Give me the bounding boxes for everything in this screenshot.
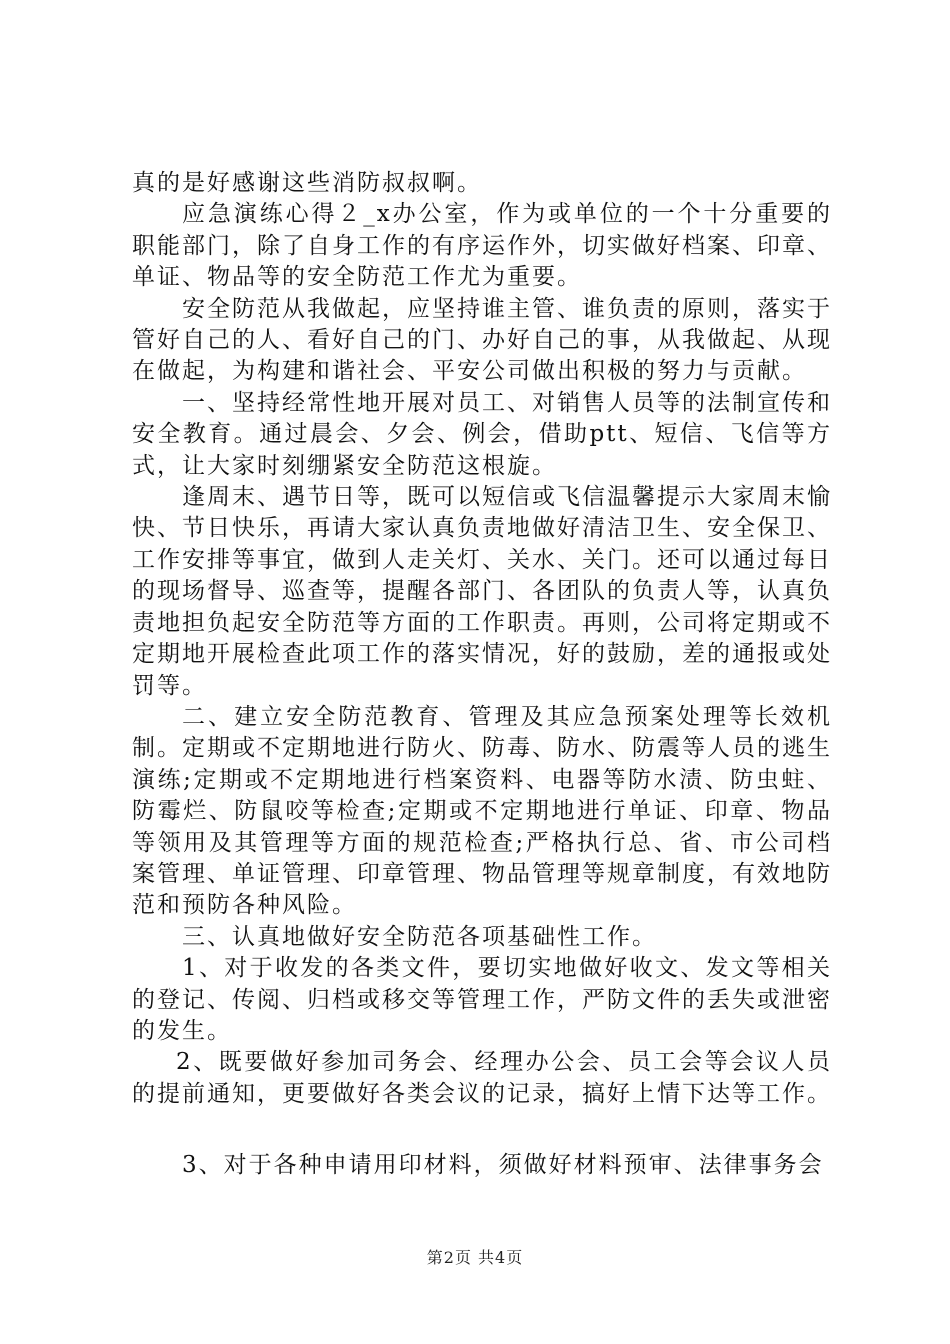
paragraph-5: 逢周末、遇节日等，既可以短信或飞信温馨提示大家周末愉快、节日快乐，再请大家认真负责地做好清洁卫生、安全保卫、工作安排等事宜，做到人走关灯、关水、关门。还可以通过每日的现场督导、巡查等，提醒各部门、各团队的负责人等，认真负责地担负起安全防范等方面的工作职责。再则，公司将定期或不定期地开展检查此项工作的落实情况，好的鼓励，差的通报或处罚等。	[132, 484, 832, 699]
document-body	[132, 168, 832, 1182]
paragraph-10: 3、对于各种申请用印材料，须做好材料预审、法律事务会	[182, 1152, 824, 1179]
paragraph-7: 三、认真地做好安全防范各项基础性工作。	[182, 923, 657, 950]
paragraph-8: 1、对于收发的各类文件，要切实地做好收文、发文等相关的登记、传阅、归档或移交等管理工作，严防文件的丢失或泄密的发生。	[132, 955, 832, 1044]
page-footer: 第2页 共4页	[426, 1248, 524, 1267]
paragraph-6: 二、建立安全防范教育、管理及其应急预案处理等长效机制。定期或不定期地进行防火、防毒、防水、防震等人员的逃生演练;定期或不定期地进行档案资料、电器等防水渍、防虫蛀、防霉烂、防鼠咬等检查;定期或不定期地进行单证、印章、物品等领用及其管理等方面的规范检查;严格执行总、省、市公司档案管理、单证管理、印章管理、物品管理等规章制度，有效地防范和预防各种风险。	[132, 703, 832, 919]
paragraph-2: 应急演练心得２_x办公室，作为或单位的一个十分重要的职能部门，除了自身工作的有序运作外，切实做好档案、印章、单证、物品等的安全防范工作尤为重要。	[132, 201, 832, 291]
paragraph-1: 真的是好感谢这些消防叔叔啊。	[132, 170, 482, 196]
paragraph-4: 一、坚持经常性地开展对员工、对销售人员等的法制宣传和安全教育。通过晨会、夕会、例会，借助ptt、短信、飞信等方式，让大家时刻绷紧安全防范这根旋。	[132, 389, 832, 479]
paragraph-3: 安全防范从我做起，应坚持谁主管、谁负责的原则，落实于管好自己的人、看好自己的门、办好自己的事，从我做起、从现在做起，为构建和谐社会、平安公司做出积极的努力与贡献。	[132, 295, 832, 385]
paragraph-9: 2、既要做好参加司务会、经理办公会、员工会等会议人员的提前通知，更要做好各类会议的记录，搞好上情下达等工作。	[132, 1049, 832, 1107]
